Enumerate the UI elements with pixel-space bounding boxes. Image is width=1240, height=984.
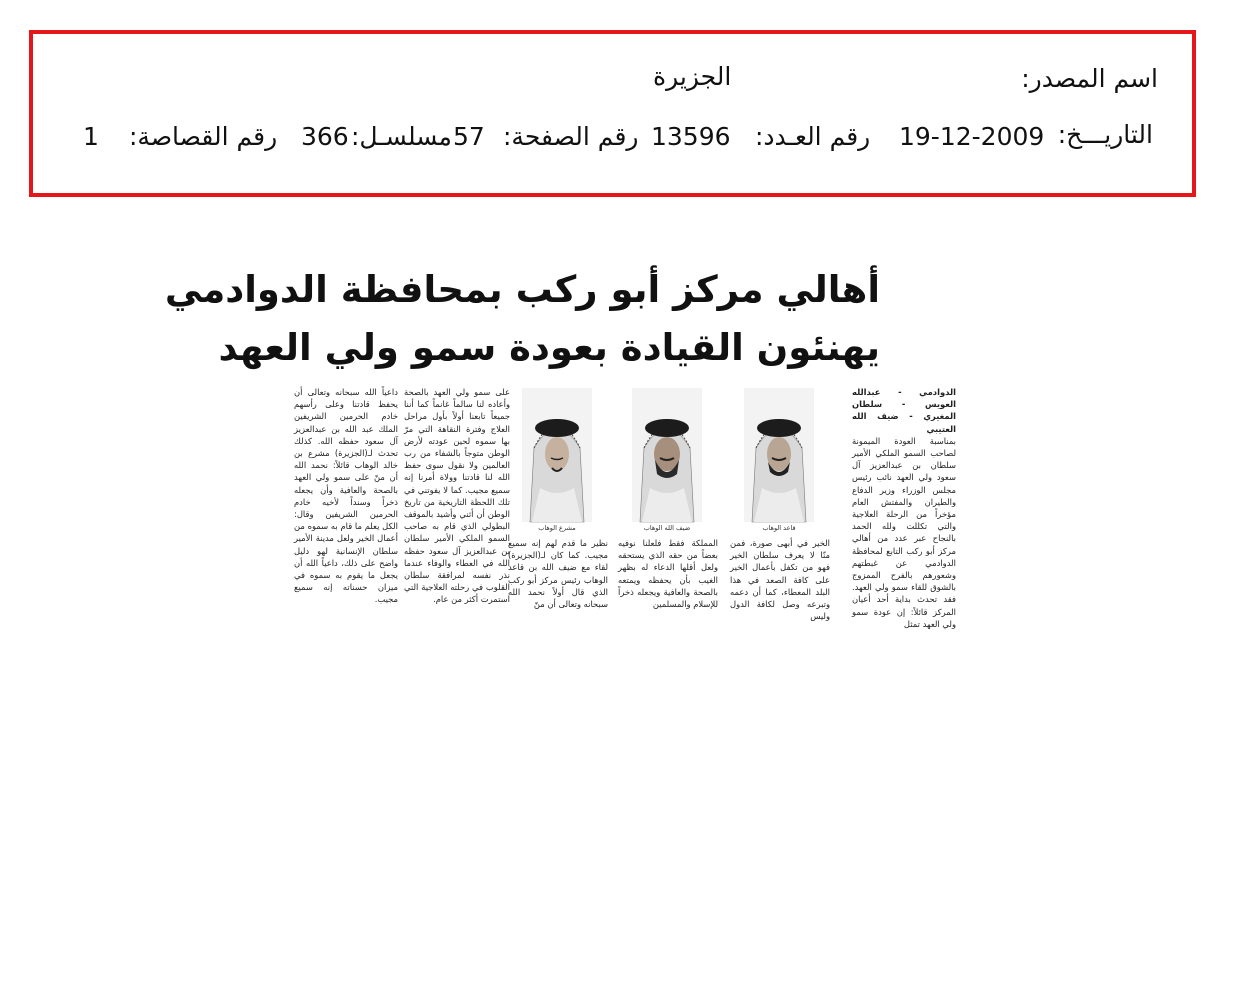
headline-line-1: أهالي مركز أبو ركب بمحافظة الدوادمي bbox=[164, 268, 880, 311]
issue-label: رقم العـدد: bbox=[755, 122, 871, 151]
portrait-caption-2: ضيف الله الوهاب bbox=[643, 524, 691, 532]
portrait-photo-1 bbox=[744, 388, 814, 522]
portrait-photo-3 bbox=[522, 388, 592, 522]
article-column-2: على سمو ولي العهد بالصحة وأعاده لنا سالماً غانماً كما أننا جميعاً تابعنا أولاً بأول مراحل العلاج وفترة النقاهة التي مرّ بها سموه لحين عودته لأرض الوطن متوجاً بالشفاء من رب العالمين ولا نقول سوى حفظ الله لنا قادتنا وولاة أمرنا إنه سميع مجيب. كما لا يفوتني في تلك اللحظة التاريخية من تاريخ الوطن أن أثني وأشيد بالموقف البطولي الذي قام به صاحب السمو الملكي الأمير سلطان بن عبدالعزيز آل سعود حفظه الله في العطاء والوفاء عندما نذر نفسه لمرافقة سلطان القلوب في رحلته العلاجية التي استمرت أكثر من عام. bbox=[404, 387, 510, 605]
article-column-3: داعياً الله سبحانه وتعالى أن يحفظ قادتنا وعلى رأسهم خادم الحرمين الشريفين الملك عبد الله بن عبدالعزيز آل سعود حفظه الله. كذلك تحدث لـ(الجزيرة) مشرع بن خالد الوهاب قائلاً: نحمد الله أن منّ على سمو ولي العهد بالصحة والعافية وأن يجعله ذخراً وسنداً لأخيه خادم الحرمين الشريفين وقال: الكل يعلم ما قام به سموه من أعمال الخير ولعل مدينة الأمير سلطان الإنسانية لهو دليل واضح على ذلك، داعياً الله أن يجعل ما يقوم به سموه في ميزان حسناته إنه سميع مجيب. bbox=[294, 387, 398, 605]
serial-label: مسلسـل: bbox=[351, 122, 452, 151]
date-label: التاريـــخ: bbox=[1057, 120, 1153, 149]
issue-value: 13596 bbox=[651, 122, 731, 151]
headline-line-2: يهنئون القيادة بعودة سمو ولي العهد bbox=[218, 326, 880, 369]
article-under-photo-3: نظير ما قدم لهم إنه سميع مجيب. كما كان لـ(الجزيرة) لقاء مع ضيف الله بن قاعد الوهاب رئيس مركز أبو ركب الذي قال أولاً نحمد الله سبحانه وتعالى أن منّ bbox=[508, 538, 608, 610]
serial-value: 366 bbox=[301, 122, 349, 151]
portrait-photo-2 bbox=[632, 388, 702, 522]
article-column-1-text: بمناسبة العودة الميمونة لصاحب السمو الملكي الأمير سلطان بن عبدالعزيز آل سعود ولي العهد نائب رئيس مجلس الوزراء وزير الدفاع والطيران والمفتش العام مؤخراً من الرحلة العلاجية والتي تكللت ولله الحمد بالنجاح عبر عدد من أهالي مركز أبو ركب التابع لمحافظة الدوادمي عن غبطتهم وشعورهم بالفرح الممزوج بالشوق للقاء سمو ولي العهد. فقد تحدث بداية أحد أعيان المركز قائلاً: إن عودة سمو ولي العهد تمثل bbox=[852, 435, 956, 629]
source-label: اسم المصدر: bbox=[1021, 64, 1158, 93]
clip-value: 1 bbox=[83, 122, 99, 151]
portrait-caption-3: مشرع الوهاب bbox=[538, 524, 576, 532]
page-value: 57 bbox=[453, 122, 485, 151]
portrait-caption-1: قاعد الوهاب bbox=[762, 524, 796, 532]
date-value: 19-12-2009 bbox=[899, 122, 1045, 151]
page-label: رقم الصفحة: bbox=[503, 122, 639, 151]
article-under-photo-1: الخير في أبهى صورة، فمن منّا لا يعرف سلطان الخير فهو من تكفل بأعمال الخير على كافة الصعد في هذا البلد المعطاء، كما أن دعمه وتبرعه وصل لكافة الدول وليس bbox=[730, 538, 830, 622]
metadata-header bbox=[29, 30, 1196, 197]
clip-label: رقم القصاصة: bbox=[129, 122, 278, 151]
article-under-photo-2: المملكة فقط فلعلنا نوفيه بعضاً من حقه الذي يستحقه ولعل أقلها الدعاء له بظهر الغيب بأن يحفظه ويمتعه بالصحة والعافية ويجعله ذخراً للإسلام والمسلمين bbox=[618, 538, 718, 610]
article-byline: الدوادمي - عبدالله العويس - سلطان المغيري - ضيف الله العتيبي bbox=[852, 387, 956, 434]
article-column-1 bbox=[852, 386, 956, 629]
newspaper-clipping bbox=[164, 252, 958, 629]
source-value: الجزيرة bbox=[653, 62, 732, 91]
